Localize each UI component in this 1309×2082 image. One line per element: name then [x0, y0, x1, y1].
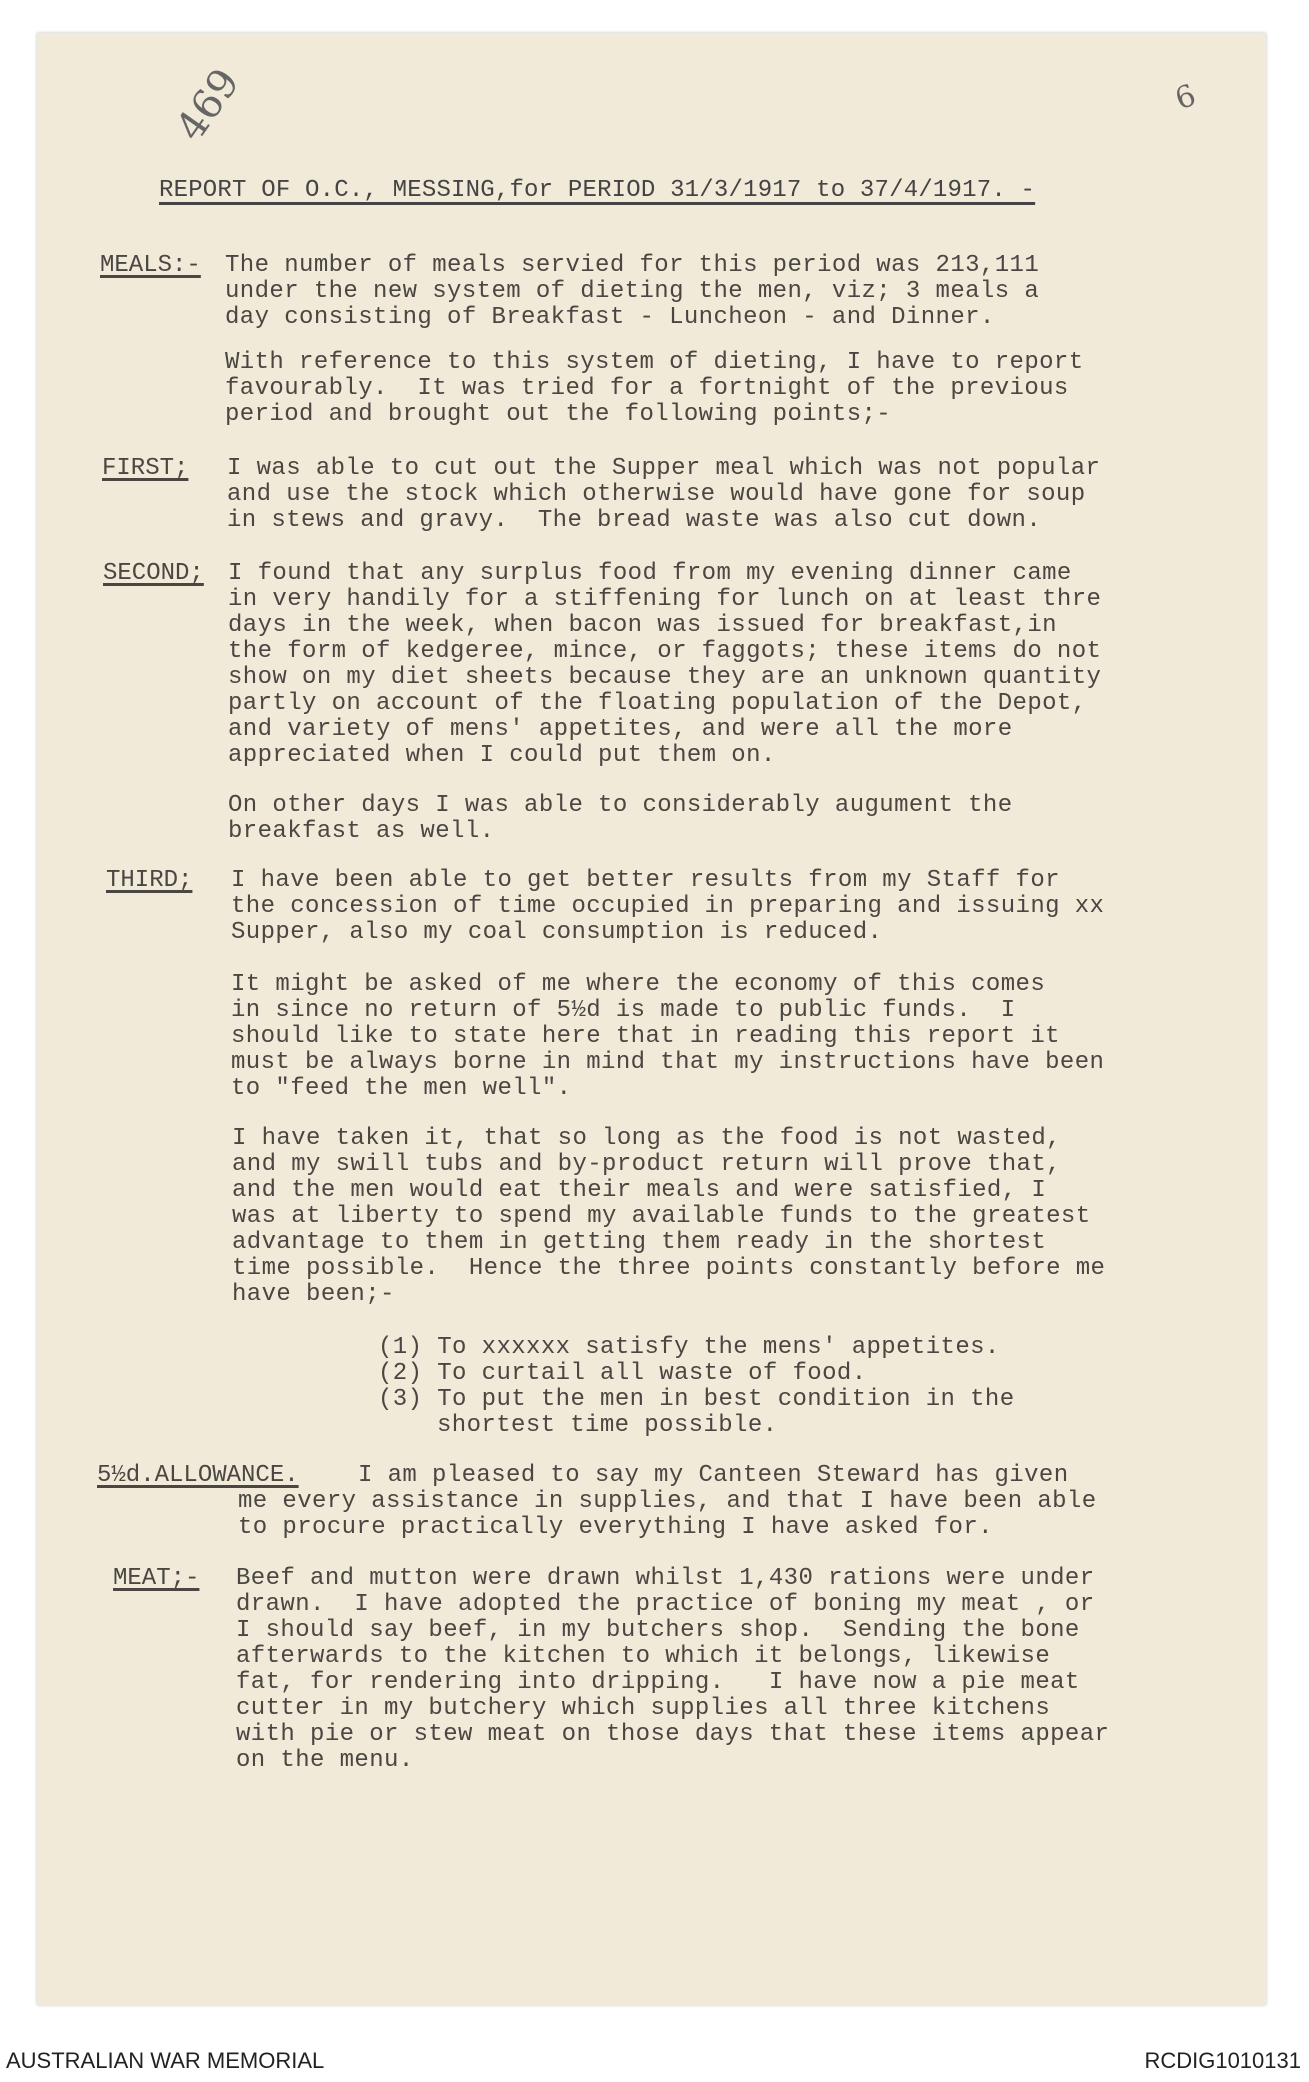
list-text: shortest time possible.	[437, 1412, 778, 1439]
list-number: (2)	[378, 1360, 423, 1387]
text-line: in since no return of 5½d is made to public funds. I	[231, 997, 1016, 1024]
text-line: show on my diet sheets because they are an unknown quantity	[228, 664, 1102, 691]
meals-paragraph	[225, 253, 1039, 331]
list-item-continuation	[378, 1413, 1015, 1439]
list-text: To put the men in best condition in the	[437, 1386, 1015, 1413]
footer-institution: AUSTRALIAN WAR MEMORIAL	[6, 2048, 325, 2073]
text-line: to procure practically everything I have asked for.	[238, 1514, 993, 1541]
first-paragraph	[227, 456, 1100, 534]
text-line: have been;-	[232, 1281, 395, 1308]
section-label-meat: MEAT;-	[113, 1565, 200, 1592]
text-line: partly on account of the floating population of the Depot,	[228, 690, 1087, 717]
third-paragraph	[231, 868, 1104, 946]
text-line: to "feed the men well".	[231, 1075, 572, 1102]
second-paragraph-2	[228, 793, 1013, 845]
section-label-allowance: 5½d.ALLOWANCE.	[97, 1462, 299, 1489]
text-line: appreciated when I could put them on.	[228, 742, 776, 769]
list-item	[378, 1335, 1015, 1361]
text-line: I was able to cut out the Supper meal which was not popular	[227, 455, 1101, 482]
list-text: To curtail all waste of food.	[437, 1360, 867, 1387]
text-line: With reference to this system of dieting, I have to report	[225, 349, 1084, 376]
text-line: I have been able to get better results from my Staff for	[231, 867, 1060, 894]
meat-paragraph	[236, 1566, 1109, 1774]
text-line: and use the stock which otherwise would have gone for soup	[227, 481, 1086, 508]
text-line: in very handily for a stiffening for lunch on at least thre	[228, 586, 1102, 613]
text-line: was at liberty to spend my available funds to the greatest	[232, 1203, 1091, 1230]
list-item	[378, 1361, 1015, 1387]
text-line: under the new system of dieting the men, viz; 3 meals a	[225, 278, 1040, 305]
text-line: days in the week, when bacon was issued for breakfast,in	[228, 612, 1057, 639]
allowance-paragraph	[238, 1489, 1097, 1541]
section-label-third: THIRD;	[106, 867, 193, 894]
text-line: and my swill tubs and by-product return will prove that,	[232, 1151, 1061, 1178]
meals-paragraph-2	[225, 350, 1084, 428]
text-line: should like to state here that in reading this report it	[231, 1023, 1060, 1050]
second-paragraph	[228, 561, 1101, 769]
list-number: (3)	[378, 1386, 423, 1413]
allowance-first-line: I am pleased to say my Canteen Steward has given	[358, 1462, 1069, 1489]
text-line: day consisting of Breakfast - Luncheon - and Dinner.	[225, 304, 995, 331]
text-line: I found that any surplus food from my evening dinner came	[228, 560, 1072, 587]
text-line: and the men would eat their meals and were satisfied, I	[232, 1177, 1047, 1204]
report-title: REPORT OF O.C., MESSING,for PERIOD 31/3/1917 to 37/4/1917. -	[159, 177, 1036, 204]
text-line: time possible. Hence the three points constantly before me	[232, 1255, 1106, 1282]
text-line: I should say beef, in my butchers shop. Sending the bone	[236, 1617, 1080, 1644]
list-item	[378, 1387, 1015, 1413]
text-line: drawn. I have adopted the practice of boning my meat , or	[236, 1591, 1095, 1618]
text-line: On other days I was able to considerably augument the	[228, 792, 1013, 819]
section-label-second: SECOND;	[103, 560, 204, 587]
points-list	[378, 1335, 1015, 1439]
list-text: To xxxxxx satisfy the mens' appetites.	[437, 1334, 1000, 1361]
text-line: the concession of time occupied in preparing and issuing xx	[231, 893, 1105, 920]
text-line: Supper, also my coal consumption is reduced.	[231, 919, 883, 946]
text-line: the form of kedgeree, mince, or faggots; these items do not	[228, 638, 1102, 665]
text-line: I have taken it, that so long as the food is not wasted,	[232, 1125, 1061, 1152]
third-paragraph-2	[231, 972, 1104, 1102]
handwritten-page-number: 6	[1170, 77, 1201, 118]
text-line: on the menu.	[236, 1747, 414, 1774]
text-line: must be always borne in mind that my instructions have been	[231, 1049, 1105, 1076]
text-line: Beef and mutton were drawn whilst 1,430 rations were under	[236, 1565, 1095, 1592]
third-paragraph-3	[232, 1126, 1105, 1308]
footer-record-id: RCDIG1010131	[1144, 2048, 1301, 2073]
text-line: breakfast as well.	[228, 818, 495, 845]
section-label-meals: MEALS:-	[100, 252, 201, 279]
text-line: advantage to them in getting them ready in the shortest	[232, 1229, 1047, 1256]
text-line: me every assistance in supplies, and that I have been able	[238, 1488, 1097, 1515]
text-line: fat, for rendering into dripping. I have now a pie meat	[236, 1669, 1080, 1696]
text-line: with pie or stew meat on those days that these items appear	[236, 1721, 1110, 1748]
text-line: favourably. It was tried for a fortnight of the previous	[225, 375, 1069, 402]
section-label-first: FIRST;	[102, 455, 189, 482]
handwritten-folio-number: 469	[167, 60, 249, 150]
list-number: (1)	[378, 1334, 423, 1361]
text-line: The number of meals servied for this period was 213,111	[225, 252, 1040, 279]
text-line: afterwards to the kitchen to which it belongs, likewise	[236, 1643, 1051, 1670]
text-line: cutter in my butchery which supplies all three kitchens	[236, 1695, 1051, 1722]
text-line: and variety of mens' appetites, and were all the more	[228, 716, 1013, 743]
text-line: in stews and gravy. The bread waste was also cut down.	[227, 507, 1042, 534]
text-line: It might be asked of me where the economy of this comes	[231, 971, 1046, 998]
text-line: period and brought out the following points;-	[225, 401, 892, 428]
